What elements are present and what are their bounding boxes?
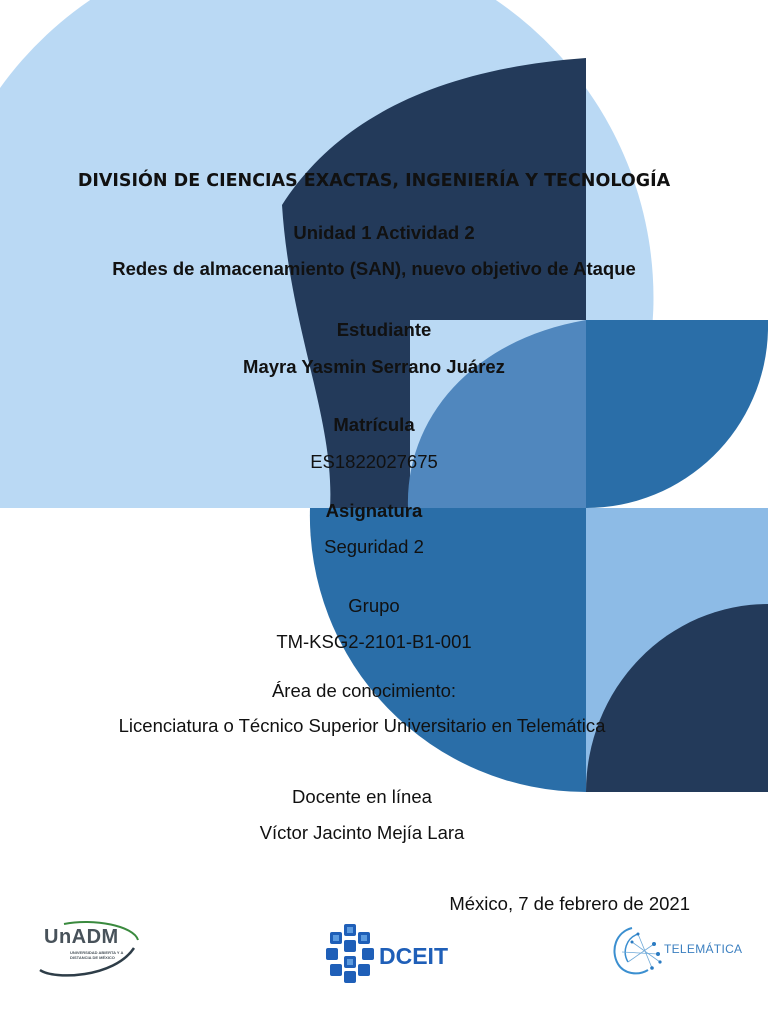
docente-name: Víctor Jacinto Mejía Lara: [259, 822, 465, 843]
asignatura-label: Asignatura: [325, 500, 423, 521]
telematica-text: TELEMÁTICA: [664, 942, 743, 956]
unadm-logo: [34, 918, 146, 982]
area-label: Área de conocimiento:: [271, 680, 457, 701]
dceit-logo: [322, 922, 450, 984]
document-title: Redes de almacenamiento (SAN), nuevo objetivo de Ataque: [112, 258, 636, 279]
dceit-cubes-icon: [322, 922, 382, 984]
grupo-label: Grupo: [348, 595, 400, 616]
unadm-subtext: UNIVERSIDAD ABIERTA Y A DISTANCIA DE MÉXICO: [70, 950, 124, 960]
telematica-network-icon: [608, 924, 666, 976]
estudiante-name: Mayra Yasmin Serrano Juárez: [243, 356, 505, 377]
estudiante-label: Estudiante: [336, 319, 432, 340]
unidad-label: Unidad 1 Actividad 2: [293, 222, 475, 243]
matricula-label: Matrícula: [333, 414, 415, 435]
unadm-text: UnADM: [44, 926, 119, 948]
matricula-value: ES1822027675: [310, 451, 438, 472]
telematica-logo: [608, 924, 748, 976]
grupo-value: TM-KSG2-2101-B1-001: [276, 631, 472, 652]
division-heading: DIVISIÓN DE CIENCIAS EXACTAS, INGENIERÍA Y TECNOLOGÍA: [77, 171, 671, 191]
area-value: Licenciatura o Técnico Superior Universitario en Telemática: [118, 715, 606, 736]
docente-label: Docente en línea: [292, 786, 432, 807]
dceit-text: DCEIT: [379, 943, 448, 969]
date-line: México, 7 de febrero de 2021: [449, 893, 690, 914]
asignatura-value: Seguridad 2: [324, 536, 424, 557]
